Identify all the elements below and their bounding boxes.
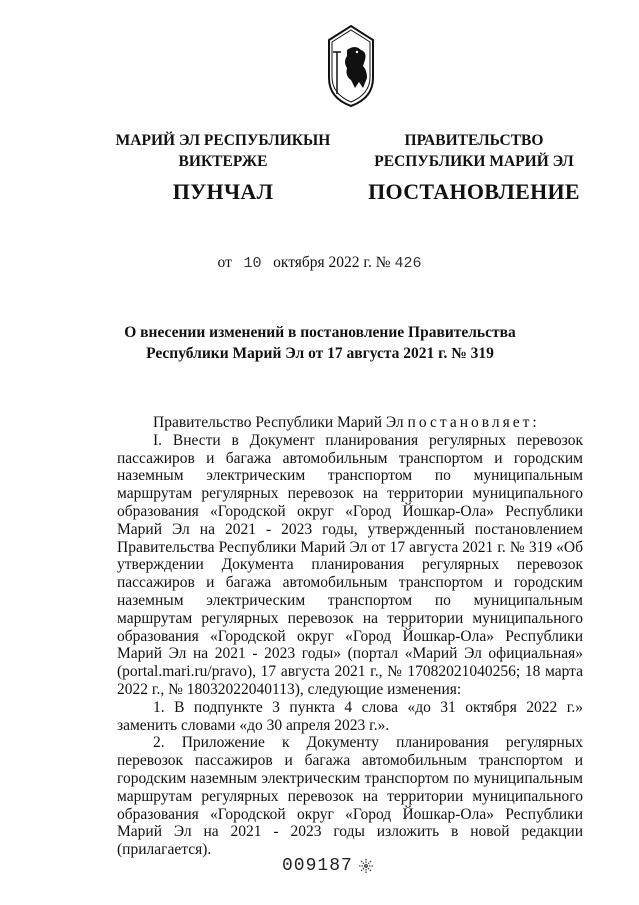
subject-line2: Республики Марий Эл от 17 августа 2021 г. № 319	[146, 345, 494, 362]
document-body	[117, 414, 583, 859]
header-left	[98, 130, 348, 206]
header-left-line1: МАРИЙ ЭЛ РЕСПУБЛИКЫН	[115, 132, 331, 149]
body-intro	[117, 414, 583, 432]
body-paragraph-3: 2. Приложение к Документу планирования регулярных перевозок пассажиров и багажа автомобильным транспортом и городским наземным электрическим транспортом по муниципальным маршрутам регулярных перевозок на территории муниципального образования «Городской округ «Город Йошкар-Ола» Республики Марий Эл на 2021 - 2023 годы изложить в новой редакции (прилагается).	[117, 734, 583, 859]
document-number: 426	[394, 255, 422, 272]
asterisk-mark-icon	[358, 858, 374, 874]
header-left-line2: ВИКТЕРЖЕ	[178, 153, 268, 170]
coat-of-arms-icon	[323, 22, 379, 108]
document-date	[0, 254, 639, 272]
header-right	[349, 130, 599, 206]
header-right-line1: ПРАВИТЕЛЬСТВО	[404, 132, 544, 149]
subject-line1: О внесении изменений в постановление Правительства	[124, 324, 516, 341]
body-paragraph-2: 1. В подпункте 3 пункта 4 слова «до 31 октября 2022 г.» заменить словами «до 30 апреля 2023 г.».	[117, 698, 583, 734]
body-paragraph-1: I. Внести в Документ планирования регулярных перевозок пассажиров и багажа автомобильным транспортом и городским наземным электрическим транспортом по муниципальным маршрутам регулярных перевозок на территории муниципального образования «Городской округ «Город Йошкар-Ола» Республики Марий Эл на 2021 - 2023 годы, утвержденный постановлением Правительства Республики Марий Эл от 17 августа 2021 г. № 319 «Об утверждении Документа планирования регулярных перевозок пассажиров и багажа автомобильным транспортом и городским наземным электрическим транспортом по муниципальным маршрутам регулярных перевозок на территории муниципального образования «Городской округ «Город Йошкар-Ола» Республики Марий Эл на 2021 - 2023 годы» (портал «Марий Эл официальная» (portal.mari.ru/pravo), 17 августа 2021 г., № 17082021040256; 18 марта 2022 г., № 18032022040113), следующие изменения:	[117, 431, 583, 698]
serial-number: 009187	[282, 856, 353, 876]
intro-text: Правительство Республики Марий Эл	[153, 414, 408, 431]
header-left-title: ПУНЧАЛ	[172, 179, 274, 204]
intro-verb: постановляет:	[407, 414, 540, 431]
header-right-line2: РЕСПУБЛИКИ МАРИЙ ЭЛ	[374, 153, 574, 170]
document-subject	[100, 322, 540, 364]
date-day: 10	[243, 255, 262, 272]
date-month-year: октября 2022 г. №	[273, 254, 391, 271]
date-prefix: от	[217, 254, 232, 271]
header-right-title: ПОСТАНОВЛЕНИЕ	[368, 179, 580, 204]
